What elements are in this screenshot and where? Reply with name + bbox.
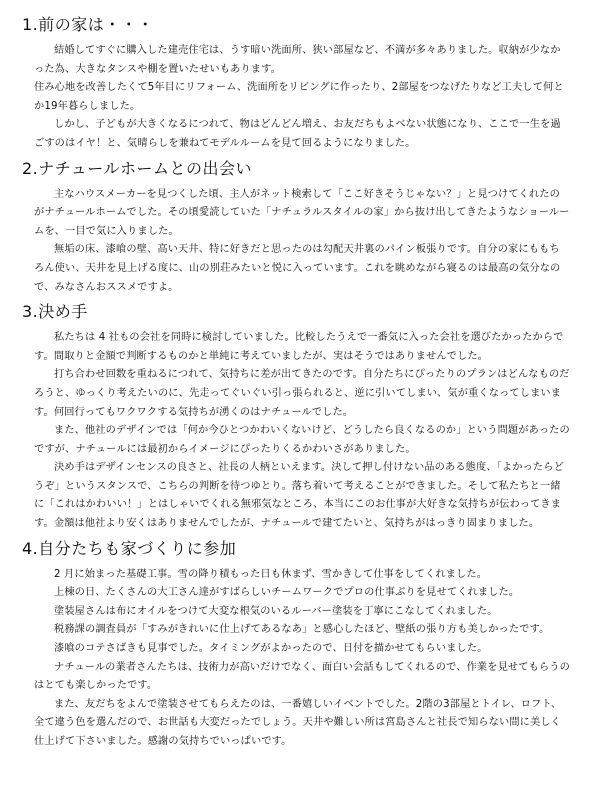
paragraph: しかし、子どもが大きくなるにつれて、物はどんどん増え、お友だちもよべない状態になり、ここで一生を過ごすのはイヤ！と、気晴らしを兼ねてモデルルームを見て回るようになりました。 — [34, 119, 561, 149]
paragraph: 上棟の日、たくさんの大工さん達がすばらしいチームワークでプロの仕事ぶりを見せてくれました。 — [54, 587, 520, 599]
paragraph: 無垢の床、漆喰の壁、高い天井、特に好きだと思ったのは勾配天井裏のパイン板張りです。自分の家にももちろん使い、天井を見上げる度に、山の別荘みたいと悦に入っています。これを眺めながら寝るのは最高の気分なので、みなさんおススメですよ。 — [34, 244, 561, 293]
paragraph: 打ち合わせ回数を重ねるにつれて、気持ちに差が出てきたのです。自分たちにぴったりのプランはどんなものだろうと、ゆっくり考えたいのに、先走ってぐいぐい引っ張られると、逆に引いてしまい、気が重くなってしまいます。何回行ってもワクワクする気持ちが湧くのはナチュールでした。 — [34, 369, 570, 418]
paragraph: 主なハウスメーカーを見つくした頃、主人がネット検索して「ここ好きそうじゃない？」と見つけてくれたのがナチュールホームでした。その頃愛読していた「ナチュラルスタイルの家」から抜け出してきたようなショールームを、一目で気に入りました。 — [34, 188, 570, 237]
paragraph: 2 月に始まった基礎工事。雪の降り積もった日も休まず、雪かきして仕事をしてくれました。 — [54, 568, 488, 580]
section-encounter — [22, 158, 578, 298]
section-participation — [22, 538, 578, 752]
section-deciding-factor — [22, 301, 578, 534]
section-title: 1.前の家は・・・ — [22, 15, 154, 34]
paragraph: 決め手はデザインセンスの良さと、社長の人柄といえます。決して押し付けない品のある態度、「よかったらどうぞ」というスタンスで、こちらの判断を待つゆとり。落ち着いて考えることができました。そして私たちと一緒に「これはかわいい！」とはしゃいでくれる無邪気なところ、本当にこのお仕事が大好きな気持ちが伝わってきます。金額は他社より安くはありませんでしたが、ナチュールで建てたいと、気持ちがはっきり固まりました。 — [34, 462, 564, 530]
paragraph: 結婚してすぐに購入した建売住宅は、うす暗い洗面所、狭い部屋など、不満が多々ありました。収納が少なかった為、大きなタンスや棚を置いたせいもあります。 — [34, 45, 561, 75]
paragraph: 住み心地を改善したくて5年目にリフォーム、洗面所をリビングに作ったり、2部屋をつなげたりなど工夫して何とか19年暮らしました。 — [34, 82, 564, 112]
section-title: 3.決め手 — [22, 302, 88, 322]
paragraph: 私たちは 4 社もの会社を同時に検討していました。比較したうえで一番気に入った会社を選びたかったからです。間取りと金額で判断するものかと単純に考えていましたが、実はそうではありませんでした。 — [34, 332, 564, 362]
section-previous-home — [22, 14, 578, 154]
paragraph: 漆喰のコテさばきも見事でした。タイミングがよかったので、日付を描かせてもらいました。 — [54, 643, 488, 655]
paragraph: また、他社のデザインでは「何か今ひとつかわいくないけど、どうしたら良くなるのか」という問題があったのですが、ナチュールには最初からイメージにぴったりくるかわいさがありました。 — [34, 425, 570, 455]
section-title: 2.ナチュールホームとの出会い — [22, 158, 252, 178]
paragraph: ナチュールの業者さんたちは、技術力が高いだけでなく、面白い会話もしてくれるので、作業を見せてもらうのはとても楽しかったです。 — [34, 661, 570, 692]
section-title: 4.自分たちも家づくりに参加 — [22, 538, 237, 558]
paragraph: また、友だちをよんで塗装させてもらえたのは、一番嬉しいイベントでした。2階の3部屋とトイレ、ロフト、全て違う色を選んだので、お世話も大変だったでしょう。天井や難しい所は宮島さんと社長で知らない間に美しく仕上げて下さいました。感謝の気持ちでいっぱいです。 — [34, 698, 562, 747]
paragraph: 税務課の調査員が「すみがきれいに仕上げてあるなあ」と感心したほど、壁紙の張り方も美しかったです。 — [54, 624, 550, 636]
paragraph: 塗装屋さんは布にオイルをつけて大変な根気のいるルーバー塗装を丁寧にこなしてくれました。 — [54, 605, 498, 617]
